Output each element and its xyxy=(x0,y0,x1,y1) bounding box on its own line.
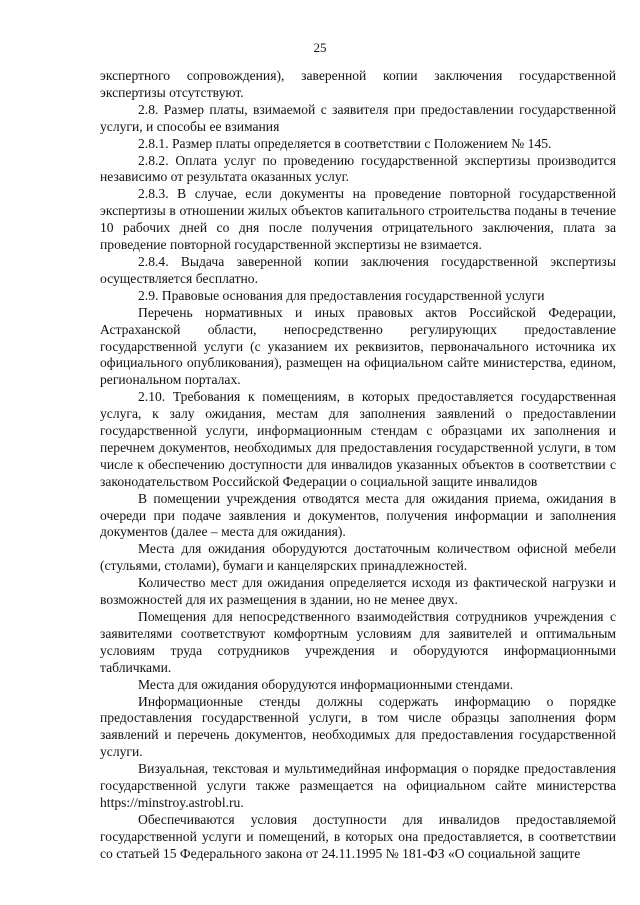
paragraph-interaction-rooms: Помещения для непосредственного взаимодействия сотрудников учреждения с заявителями соответствуют комфортным условиям для заявителей и оптимальным условиям труда сотрудников учреждения и оборудуются информационными табличками. xyxy=(100,609,616,675)
section-heading-2-9: 2.9. Правовые основания для предоставления государственной услуги xyxy=(138,287,545,303)
paragraph-2-8-4: 2.8.4. Выдача заверенной копии заключения государственной экспертизы осуществляется бесплатно. xyxy=(100,253,616,286)
paragraph-seat-count: Количество мест для ожидания определяется исходя из фактической нагрузки и возможностей для их размещения в здании, но не менее двух. xyxy=(100,575,616,608)
paragraph-2-8-2: 2.8.2. Оплата услуг по проведению государственной экспертизы производится независимо от результата оказанных услуг. xyxy=(100,152,616,185)
section-heading-2-8: 2.8. Размер платы, взимаемой с заявителя при предоставлении государственной услуги, и способы ее взимания xyxy=(100,101,616,134)
paragraph-accessibility: Обеспечиваются условия доступности для инвалидов предоставляемой государственной услуги и помещений, в которых она предоставляется, в соответствии со статьей 15 Федерального закона от 24.11.1995 № 181-ФЗ «О социальной защите xyxy=(100,811,616,861)
paragraph-info-stands: Места для ожидания оборудуются информационными стендами. xyxy=(138,676,514,692)
paragraph-2-8-1: 2.8.1. Размер платы определяется в соответствии с Положением № 145. xyxy=(138,135,552,151)
paragraph-waiting-places: В помещении учреждения отводятся места для ожидания приема, ожидания в очереди при подаче заявления и документов, получения информации и заполнения документов (далее – места для ожидания). xyxy=(100,490,616,540)
paragraph-furniture: Места для ожидания оборудуются достаточным количеством офисной мебели (стульями, столами), бумаги и канцелярских принадлежностей. xyxy=(100,541,616,574)
document-body xyxy=(100,68,616,863)
section-heading-2-10: 2.10. Требования к помещениям, в которых предоставляется государственная услуга, к залу ожидания, местам для заполнения заявлений о предоставлении государственной услуги, информационным стендам с образцами их заполнения и перечнем документов, необходимых для предоставления государственной услуги, в том числе к обеспечению доступности для инвалидов указанных объектов в соответствии с законодательством Российской Федерации о социальной защите инвалидов xyxy=(100,389,616,489)
paragraph-website-info: Визуальная, текстовая и мультимедийная информация о порядке предоставления государственной услуги также размещается на официальном сайте министерства https://minstroy.astrobl.ru. xyxy=(100,761,616,810)
paragraph-legal-acts: Перечень нормативных и иных правовых актов Российской Федерации, Астраханской области, непосредственно регулирующих предоставление государственной услуги (с указанием их реквизитов, первоначального источника их официального опубликования), размещен на официальном сайте министерства, едином, региональном порталах. xyxy=(100,304,616,388)
paragraph-stand-contents: Информационные стенды должны содержать информацию о порядке предоставления государственной услуги, в том числе образцы заполнения форм заявлений и перечень документов, необходимых для предоставления государственной услуги. xyxy=(100,693,616,760)
paragraph-continuation: экспертного сопровождения), заверенной копии заключения государственной экспертизы отсутствуют. xyxy=(100,68,616,100)
paragraph-2-8-3: 2.8.3. В случае, если документы на проведение повторной государственной экспертизы в отношении жилых объектов капитального строительства поданы в течение 10 рабочих дней со дня после получения отрицательного заключения, плата за проведение повторной государственной экспертизы не взимается. xyxy=(100,186,616,253)
page-number: 25 xyxy=(313,40,327,55)
